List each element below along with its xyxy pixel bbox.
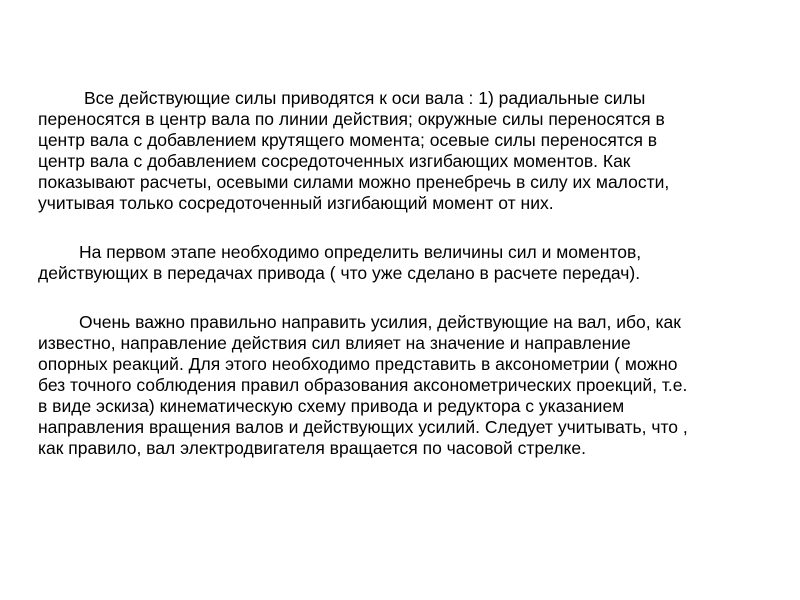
- paragraph-text: Все действующие силы приводятся к оси вала : 1) радиальные силы переносятся в центр вала по линии действия; окружные силы переносятся в центр вала с добавлением крутящего момента; осевые силы переносятся в центр вала с добавлением сосредоточенных изгибающих моментов. Как показывают расчеты, осевыми силами можно пренебречь в силу их малости, учитывая только сосредоточенный изгибающий момент от них.: [38, 88, 670, 213]
- paragraph-first-stage: [38, 242, 778, 284]
- paragraph-text: Очень важно правильно направить усилия, действующие на вал, ибо, как известно, направление действия сил влияет на значение и направление опорных реакций. Для этого необходимо представить в аксонометрии ( можно без точного соблюдения правил образования аксонометрических проекций, т.е. в виде эскиза) кинематическую схему привода и редуктора с указанием направления вращения валов и действующих усилий. Следует учитывать, что , как правило, вал электродвигателя вращается по часовой стрелке.: [38, 312, 688, 458]
- text-body: [38, 88, 778, 459]
- paragraph-axis-forces: [38, 88, 778, 214]
- paragraph-text: На первом этапе необходимо определить величины сил и моментов, действующих в передачах привода ( что уже сделано в расчете передач).: [38, 242, 642, 283]
- paragraph-force-direction: [38, 312, 778, 459]
